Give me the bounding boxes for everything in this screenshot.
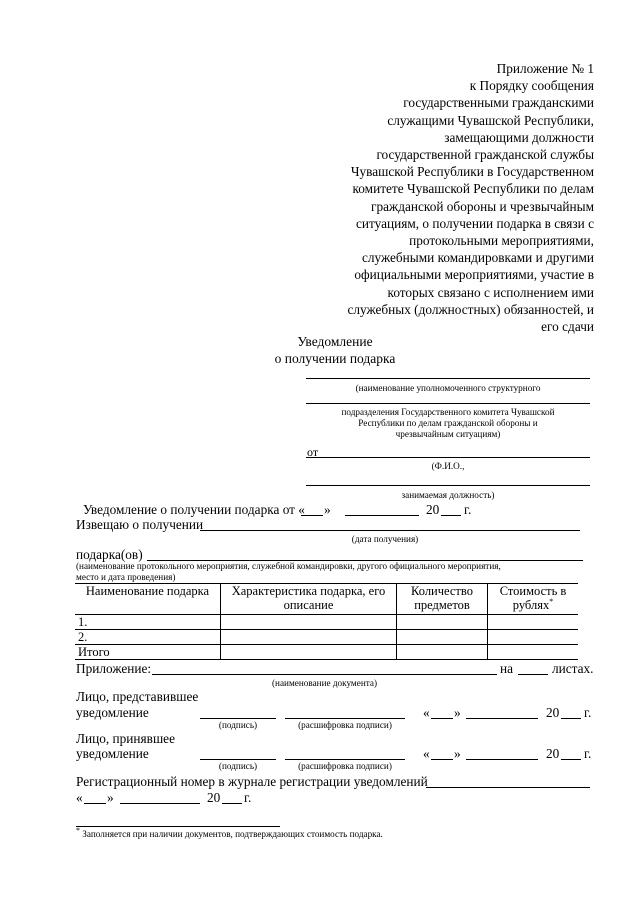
table-cell[interactable] xyxy=(221,630,397,645)
row-label: 2. xyxy=(75,630,221,645)
appendix-line: Чувашской Республики в Государственном xyxy=(350,164,594,180)
recipient-line-1[interactable] xyxy=(306,378,590,379)
notice-month-field[interactable] xyxy=(345,515,419,516)
attachment-on-label: на xyxy=(500,661,514,676)
receiver-quote-close: » xyxy=(454,746,461,761)
receipt-date-field[interactable] xyxy=(200,530,580,531)
receiver-year-field[interactable] xyxy=(561,759,581,760)
registration-year-field[interactable] xyxy=(222,803,242,804)
submitter-day-field[interactable] xyxy=(431,718,453,719)
table-row xyxy=(75,615,578,630)
notice-day-field[interactable] xyxy=(301,515,323,516)
appendix-line: ситуациям, о получении подарка в связи с xyxy=(355,215,594,231)
registration-quote-open: « xyxy=(76,790,83,805)
header-name: Наименование подарка xyxy=(75,584,221,615)
notice-date-close: » xyxy=(324,502,331,517)
gifts-table xyxy=(75,583,578,660)
attachment-doc-field[interactable] xyxy=(152,674,497,675)
table-cell[interactable] xyxy=(397,630,488,645)
submitter-label-1: Лицо, представившее xyxy=(76,689,199,704)
registration-day-field[interactable] xyxy=(84,803,106,804)
footnote-text: Заполняется при наличии документов, подтверждающих стоимость подарка. xyxy=(82,829,383,839)
appendix-line: служебных (должностных) обязанностей, и xyxy=(347,301,594,317)
receiver-year-prefix: 20 xyxy=(546,746,560,761)
footnote-mark: * xyxy=(76,825,80,835)
receiver-decode-field[interactable] xyxy=(285,759,405,760)
recipient-caption-1: (наименование уполномоченного структурного xyxy=(355,383,541,393)
receiver-quote-open: « xyxy=(423,746,430,761)
submitter-year-prefix: 20 xyxy=(546,705,560,720)
appendix-line: которых связано с исполнением ими xyxy=(387,284,594,300)
receiver-label-2: уведомление xyxy=(76,746,149,761)
table-cell[interactable] xyxy=(488,615,579,630)
notice-year-suffix: г. xyxy=(464,502,472,517)
registration-number-field[interactable] xyxy=(426,787,590,788)
receipt-date-caption: (дата получения) xyxy=(351,534,419,544)
appendix-line: к Порядку сообщения xyxy=(469,78,594,94)
appendix-line: Приложение № 1 xyxy=(496,61,594,76)
registration-year-suffix: г. xyxy=(244,790,252,805)
footnote-marker: * xyxy=(549,596,554,606)
title-line-1: Уведомление xyxy=(297,334,373,349)
submitter-quote-open: « xyxy=(423,705,430,720)
attachment-sheets-field[interactable] xyxy=(518,674,548,675)
header-description: Характеристика подарка, его описание xyxy=(221,584,397,615)
submitter-year-field[interactable] xyxy=(561,718,581,719)
appendix-line: служебными командировками и другими xyxy=(361,250,594,266)
registration-quote-close: » xyxy=(107,790,114,805)
table-cell[interactable] xyxy=(397,645,488,660)
notice-year-prefix: 20 xyxy=(426,502,440,517)
submitter-sign-field[interactable] xyxy=(200,718,276,719)
registration-label: Регистрационный номер в журнале регистрации уведомлений xyxy=(76,774,428,789)
appendix-line: гражданской обороны и чрезвычайным xyxy=(371,198,594,214)
appendix-line: государственной гражданской службы xyxy=(376,147,594,163)
recipient-line-2[interactable] xyxy=(306,403,590,404)
row-label: Итого xyxy=(75,645,221,660)
gifts-label: подарка(ов) xyxy=(76,547,143,562)
from-fio-line[interactable] xyxy=(306,457,590,458)
receiver-year-suffix: г. xyxy=(584,746,592,761)
table-cell[interactable] xyxy=(397,615,488,630)
table-header-row xyxy=(75,584,578,615)
submitter-month-field[interactable] xyxy=(466,718,538,719)
table-cell[interactable] xyxy=(488,630,579,645)
document-title xyxy=(0,333,640,367)
registration-year-prefix: 20 xyxy=(207,790,221,805)
submitter-decode-field[interactable] xyxy=(285,718,405,719)
attachment-label: Приложение: xyxy=(76,661,152,676)
table-cell[interactable] xyxy=(488,645,579,660)
table-cell[interactable] xyxy=(221,615,397,630)
position-line[interactable] xyxy=(306,485,590,486)
receiver-sign-caption: (подпись) xyxy=(218,761,258,771)
inform-label: Извещаю о получении xyxy=(76,517,204,532)
row-label: 1. xyxy=(75,615,221,630)
appendix-line: комитете Чувашской Республики по делам xyxy=(352,181,594,197)
notice-date-prefix: Уведомление о получении подарка от « xyxy=(83,502,305,517)
registration-month-field[interactable] xyxy=(120,803,200,804)
submitter-year-suffix: г. xyxy=(584,705,592,720)
table-row xyxy=(75,645,578,660)
footnote xyxy=(76,825,383,840)
fio-caption: (Ф.И.О., xyxy=(431,461,465,471)
receiver-sign-field[interactable] xyxy=(200,759,276,760)
appendix-line: государственными гражданскими xyxy=(403,95,594,111)
event-caption-1: (наименование протокольного мероприятия, служебной командировки, другого официального мероприятия, xyxy=(76,561,501,571)
recipient-caption-2b: Республики по делам гражданской обороны и xyxy=(358,418,538,428)
title-line-2: о получении подарка xyxy=(274,351,396,366)
footnote-divider xyxy=(76,826,280,827)
submitter-sign-caption: (подпись) xyxy=(218,720,258,730)
receiver-month-field[interactable] xyxy=(466,759,538,760)
notice-year-field[interactable] xyxy=(441,515,461,516)
appendix-line: официальными мероприятиями, участие в xyxy=(354,267,594,283)
header-cost: Стоимость в рублях* xyxy=(488,584,579,615)
event-caption-2: место и дата проведения) xyxy=(76,572,176,582)
submitter-label-2: уведомление xyxy=(76,705,149,720)
receiver-label-1: Лицо, принявшее xyxy=(76,731,175,746)
attachment-doc-caption: (наименование документа) xyxy=(271,678,378,688)
appendix-line: его сдачи xyxy=(541,319,594,335)
recipient-caption-2a: подразделения Государственного комитета Чувашской xyxy=(341,407,555,417)
attachment-sheets-label: листах. xyxy=(552,661,594,676)
appendix-header xyxy=(300,60,594,335)
position-caption: занимаемая должность) xyxy=(401,490,495,500)
appendix-line: служащими Чувашской Республики, xyxy=(387,112,594,128)
appendix-line: протокольными мероприятиями, xyxy=(409,233,594,249)
appendix-line: замещающими должности xyxy=(444,129,594,145)
recipient-caption-2c: чрезвычайным ситуациям) xyxy=(395,429,501,439)
submitter-quote-close: » xyxy=(454,705,461,720)
table-row xyxy=(75,630,578,645)
receiver-decode-caption: (расшифровка подписи) xyxy=(298,761,392,771)
receiver-day-field[interactable] xyxy=(431,759,453,760)
header-quantity: Количество предметов xyxy=(397,584,488,615)
submitter-decode-caption: (расшифровка подписи) xyxy=(298,720,392,730)
from-label: от xyxy=(307,445,319,459)
table-cell[interactable] xyxy=(221,645,397,660)
